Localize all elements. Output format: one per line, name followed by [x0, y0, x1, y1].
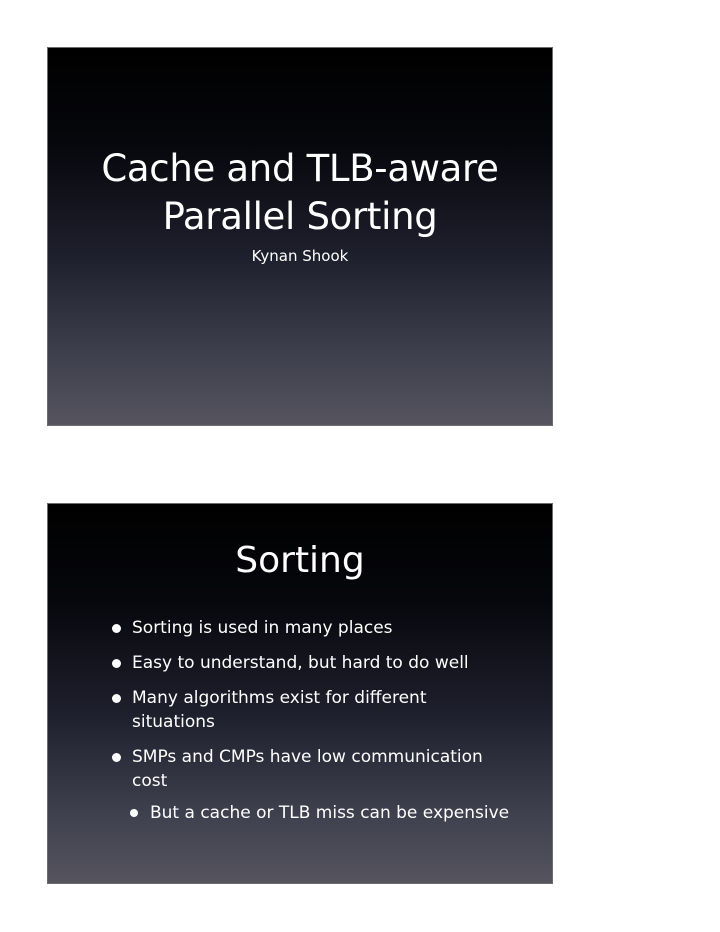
bullet-dot-icon [130, 809, 138, 817]
slide-title [48, 145, 552, 241]
slide-title-line-1: Cache and TLB-aware [101, 147, 499, 190]
slide-author: Kynan Shook [251, 247, 349, 265]
bullet-dot-icon [112, 624, 121, 633]
bullet-item [110, 651, 510, 675]
bullet-text: SMPs and CMPs have low communication cost [132, 747, 483, 791]
bullet-text: But a cache or TLB miss can be expensive [150, 803, 510, 823]
slide-title-line-2: Parallel Sorting [162, 195, 438, 238]
content-slide [47, 503, 553, 884]
bullet-list [110, 616, 510, 836]
bullet-dot-icon [112, 694, 121, 703]
bullet-item [110, 686, 510, 734]
sub-bullet-item [128, 801, 510, 825]
bullet-item [110, 616, 510, 640]
bullet-dot-icon [112, 659, 121, 668]
slide-heading: Sorting [235, 540, 365, 581]
bullet-text: Sorting is used in many places [132, 618, 393, 638]
bullet-text: Many algorithms exist for different situations [132, 688, 427, 732]
bullet-text: Easy to understand, but hard to do well [132, 653, 469, 673]
title-slide [47, 47, 553, 426]
bullet-dot-icon [112, 753, 121, 762]
bullet-item [110, 745, 510, 793]
